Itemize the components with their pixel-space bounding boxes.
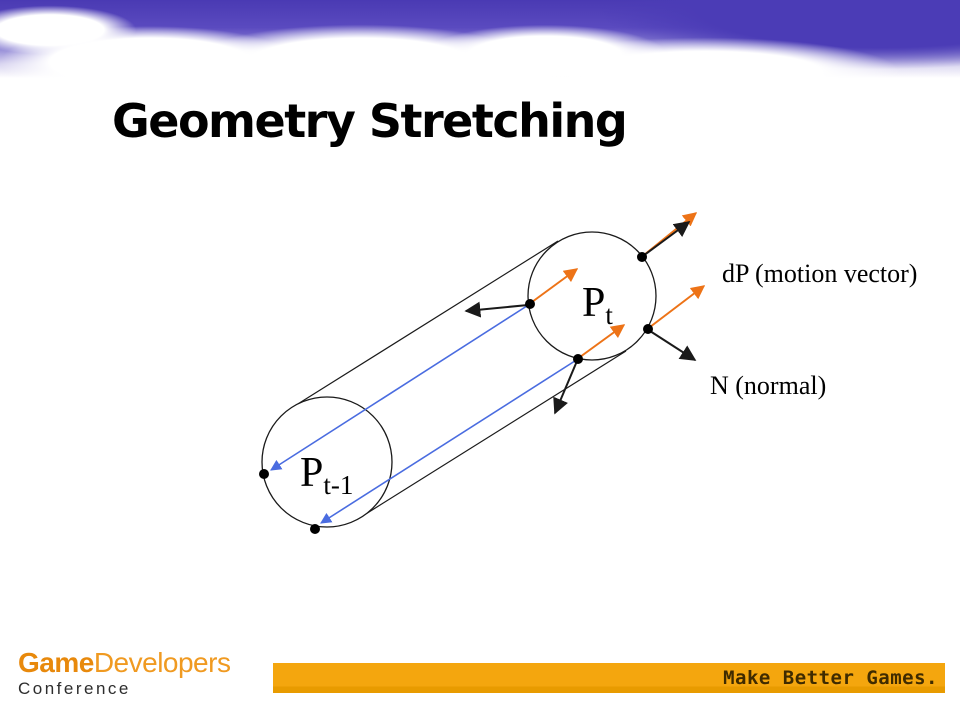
vertex-dot-pt1-left	[259, 469, 269, 479]
normal-arrow-top	[643, 222, 689, 256]
vertex-dot-pt-top	[637, 252, 647, 262]
cylinder-tangent-lower	[361, 351, 626, 517]
tagline-text: Make Better Games.	[723, 667, 938, 689]
logo-developers-text: Developers	[93, 647, 231, 678]
gdc-logo-wordmark	[18, 649, 230, 677]
tagline-bar	[273, 663, 945, 693]
vertex-dot-pt-bottom	[573, 354, 583, 364]
cylinder-tangent-upper	[293, 241, 558, 407]
label-pt: Pt	[582, 280, 613, 330]
correspondence-line-upper	[271, 304, 530, 470]
gdc-logo	[18, 649, 230, 697]
label-normal: N (normal)	[710, 371, 827, 400]
slide-title: Geometry Stretching	[112, 94, 627, 148]
logo-game-text: Game	[18, 647, 94, 678]
normal-arrow-right	[650, 331, 695, 360]
logo-conference-text: Conference	[18, 679, 131, 698]
vertex-dot-pt1-bottom	[310, 524, 320, 534]
circle-pt-minus-1	[262, 397, 392, 527]
label-motion-vector: dP (motion vector)	[722, 259, 918, 288]
normal-arrow-bottom	[555, 361, 577, 413]
vertex-dot-pt-right	[643, 324, 653, 334]
motion-arrow-right	[650, 286, 704, 327]
vertex-dot-pt-left	[525, 299, 535, 309]
normal-arrow-left	[466, 305, 528, 311]
label-pt-minus-1: Pt-1	[300, 450, 354, 500]
